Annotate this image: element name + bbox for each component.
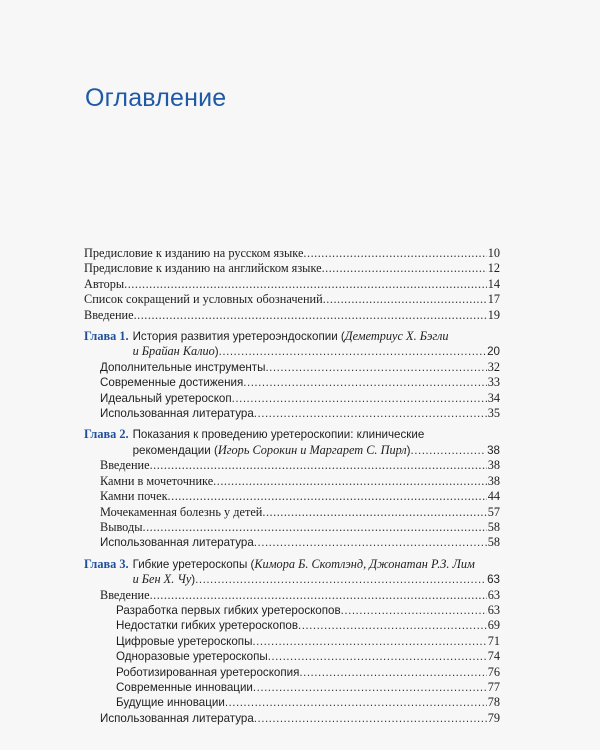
toc-entry[interactable]	[84, 261, 500, 276]
toc-entry-text: Дополнительные инструменты	[100, 360, 266, 374]
chapter-number: Глава 1.	[84, 329, 129, 344]
leader-dots	[298, 618, 487, 633]
leader-dots	[232, 391, 487, 406]
toc-entry[interactable]	[84, 292, 500, 307]
chapter-1-heading[interactable]	[84, 329, 500, 360]
leader-dots	[254, 535, 487, 550]
leader-dots	[150, 588, 487, 603]
leader-dots	[253, 680, 487, 695]
leader-dots	[219, 344, 486, 359]
chapter-title: Гибкие уретероскопы (	[132, 557, 255, 571]
toc-page-number: 74	[487, 649, 500, 664]
toc-page-number: 12	[487, 261, 500, 276]
leader-dots	[150, 458, 487, 473]
toc-subentry[interactable]	[84, 695, 500, 710]
toc-subentry[interactable]	[84, 603, 500, 618]
leader-dots	[134, 308, 487, 323]
toc-entry-text: Роботизированная уретероскопия	[116, 665, 300, 679]
chapter-authors-cont: и Брайан Калио	[132, 344, 215, 359]
toc-page-number: 32	[487, 359, 500, 374]
leader-dots	[303, 246, 486, 261]
toc-entry-text: Камни почек	[100, 489, 168, 504]
toc-entry[interactable]	[84, 277, 500, 292]
toc-page-number: 38	[487, 473, 500, 488]
leader-dots	[124, 277, 487, 292]
chapter-authors: Кимора Б. Скотлэнд, Джонатан Р.З. Лим	[254, 556, 475, 571]
chapter-title-close: )	[191, 573, 196, 587]
toc-entry-text: Недостатки гибких уретероскопов	[116, 619, 298, 633]
toc-page-number: 63	[487, 573, 500, 587]
toc-subentry[interactable]	[84, 665, 500, 680]
toc-page-number: 57	[487, 504, 500, 519]
leader-dots	[168, 489, 487, 504]
page-title: Оглавление	[85, 84, 227, 112]
toc-entry-text: Авторы	[84, 276, 125, 291]
leader-dots	[299, 665, 486, 680]
chapter-authors: Деметриус Х. Бэгли	[344, 329, 449, 344]
toc-entry[interactable]	[84, 520, 500, 535]
toc-entry[interactable]	[84, 391, 500, 406]
toc-entry-text: Использованная литература	[100, 536, 254, 550]
toc-page-number: 58	[487, 519, 500, 534]
chapter-authors-cont: и Бен Х. Чу	[132, 572, 192, 587]
chapter-authors: Игорь Сорокин и Маргарет С. Пирл	[217, 442, 407, 457]
toc-page-number: 77	[487, 679, 500, 694]
chapter-title-close: )	[406, 443, 411, 457]
leader-dots	[341, 603, 487, 618]
leader-dots	[143, 520, 487, 535]
toc-page-number: 17	[487, 292, 500, 307]
toc-page-number: 14	[487, 276, 500, 291]
toc-entry-text: Современные инновации	[116, 680, 253, 694]
chapter-3-heading[interactable]	[84, 557, 500, 588]
toc-entry-text: Современные достижения	[100, 376, 244, 390]
leader-dots	[268, 649, 487, 664]
toc-entry[interactable]	[84, 375, 500, 390]
toc-subentry[interactable]	[84, 680, 500, 695]
toc-page-number: 10	[487, 246, 500, 260]
leader-dots	[195, 572, 486, 587]
toc-entry-text: Одноразовые уретероскопы	[116, 650, 268, 664]
toc-entry-text: Список сокращений и условных обозначений	[84, 292, 323, 307]
toc-page-number: 38	[487, 458, 500, 473]
chapter-title-close: )	[214, 345, 219, 359]
toc-page-number: 19	[487, 307, 500, 322]
toc-entry-text: Мочекаменная болезнь у детей	[100, 504, 263, 519]
toc-page-number: 38	[487, 443, 500, 457]
toc-entry[interactable]	[84, 505, 500, 520]
toc-entry-text: Введение	[84, 307, 134, 322]
toc-entry[interactable]	[84, 360, 500, 375]
leader-dots	[243, 375, 486, 390]
toc-page-number: 34	[487, 390, 500, 405]
toc-entry[interactable]	[84, 588, 500, 603]
toc-page-number: 63	[487, 587, 500, 602]
toc-entry[interactable]	[84, 458, 500, 473]
toc-page-number: 35	[487, 406, 500, 421]
toc-entry-text: Разработка первых гибких уретероскопов	[116, 603, 341, 617]
leader-dots	[254, 406, 487, 421]
toc-entry[interactable]	[84, 246, 500, 261]
leader-dots	[411, 443, 487, 458]
toc-page-number: 63	[487, 602, 500, 617]
toc-entry-text: Будущие инновации	[116, 696, 225, 710]
toc-entry-text: Цифровые уретероскопы	[116, 634, 253, 648]
toc-entry-text: Идеальный уретероскоп	[100, 391, 232, 405]
toc-subentry[interactable]	[84, 649, 500, 664]
toc-entry-text: Предисловие к изданию на английском языке	[84, 261, 322, 276]
chapter-number: Глава 2.	[84, 427, 129, 442]
toc-entry[interactable]	[84, 474, 500, 489]
toc-entry-text: Введение	[100, 458, 150, 473]
table-of-contents	[84, 246, 500, 726]
toc-page-number: 20	[487, 345, 500, 359]
toc-entry[interactable]	[84, 535, 500, 550]
toc-page-number: 33	[487, 375, 500, 390]
chapter-title-cont: рекомендации (	[132, 443, 218, 457]
chapter-number: Глава 3.	[84, 556, 129, 571]
leader-dots	[323, 292, 487, 307]
toc-subentry[interactable]	[84, 634, 500, 649]
toc-entry-text: Использованная литература	[100, 711, 254, 725]
toc-entry-text: Введение	[100, 587, 150, 602]
chapter-title: Показания к проведению уретероскопии: клинические	[132, 428, 425, 442]
toc-entry[interactable]	[84, 711, 500, 726]
chapter-title: История развития уретероэндоскопии (	[132, 330, 345, 344]
toc-page-number: 78	[487, 695, 500, 710]
toc-entry[interactable]	[84, 489, 500, 504]
toc-page-number: 44	[487, 489, 500, 504]
toc-subentry[interactable]	[84, 618, 500, 633]
toc-page-number: 58	[487, 535, 500, 550]
toc-page-number: 71	[487, 633, 500, 648]
toc-entry-text: Использованная литература	[100, 407, 254, 421]
toc-page-number: 79	[487, 710, 500, 725]
toc-page-number: 69	[487, 618, 500, 633]
leader-dots	[213, 474, 487, 489]
toc-entry-text: Предисловие к изданию на русском языке	[84, 246, 304, 260]
leader-dots	[225, 695, 487, 710]
leader-dots	[322, 261, 487, 276]
toc-entry-text: Выводы	[100, 519, 143, 534]
chapter-2-heading[interactable]	[84, 427, 500, 458]
leader-dots	[254, 711, 487, 726]
toc-entry-text: Камни в мочеточнике	[100, 473, 214, 488]
toc-page-number: 76	[487, 664, 500, 679]
leader-dots	[262, 505, 486, 520]
toc-entry[interactable]	[84, 406, 500, 421]
leader-dots	[252, 634, 486, 649]
leader-dots	[265, 360, 486, 375]
toc-entry[interactable]	[84, 308, 500, 323]
